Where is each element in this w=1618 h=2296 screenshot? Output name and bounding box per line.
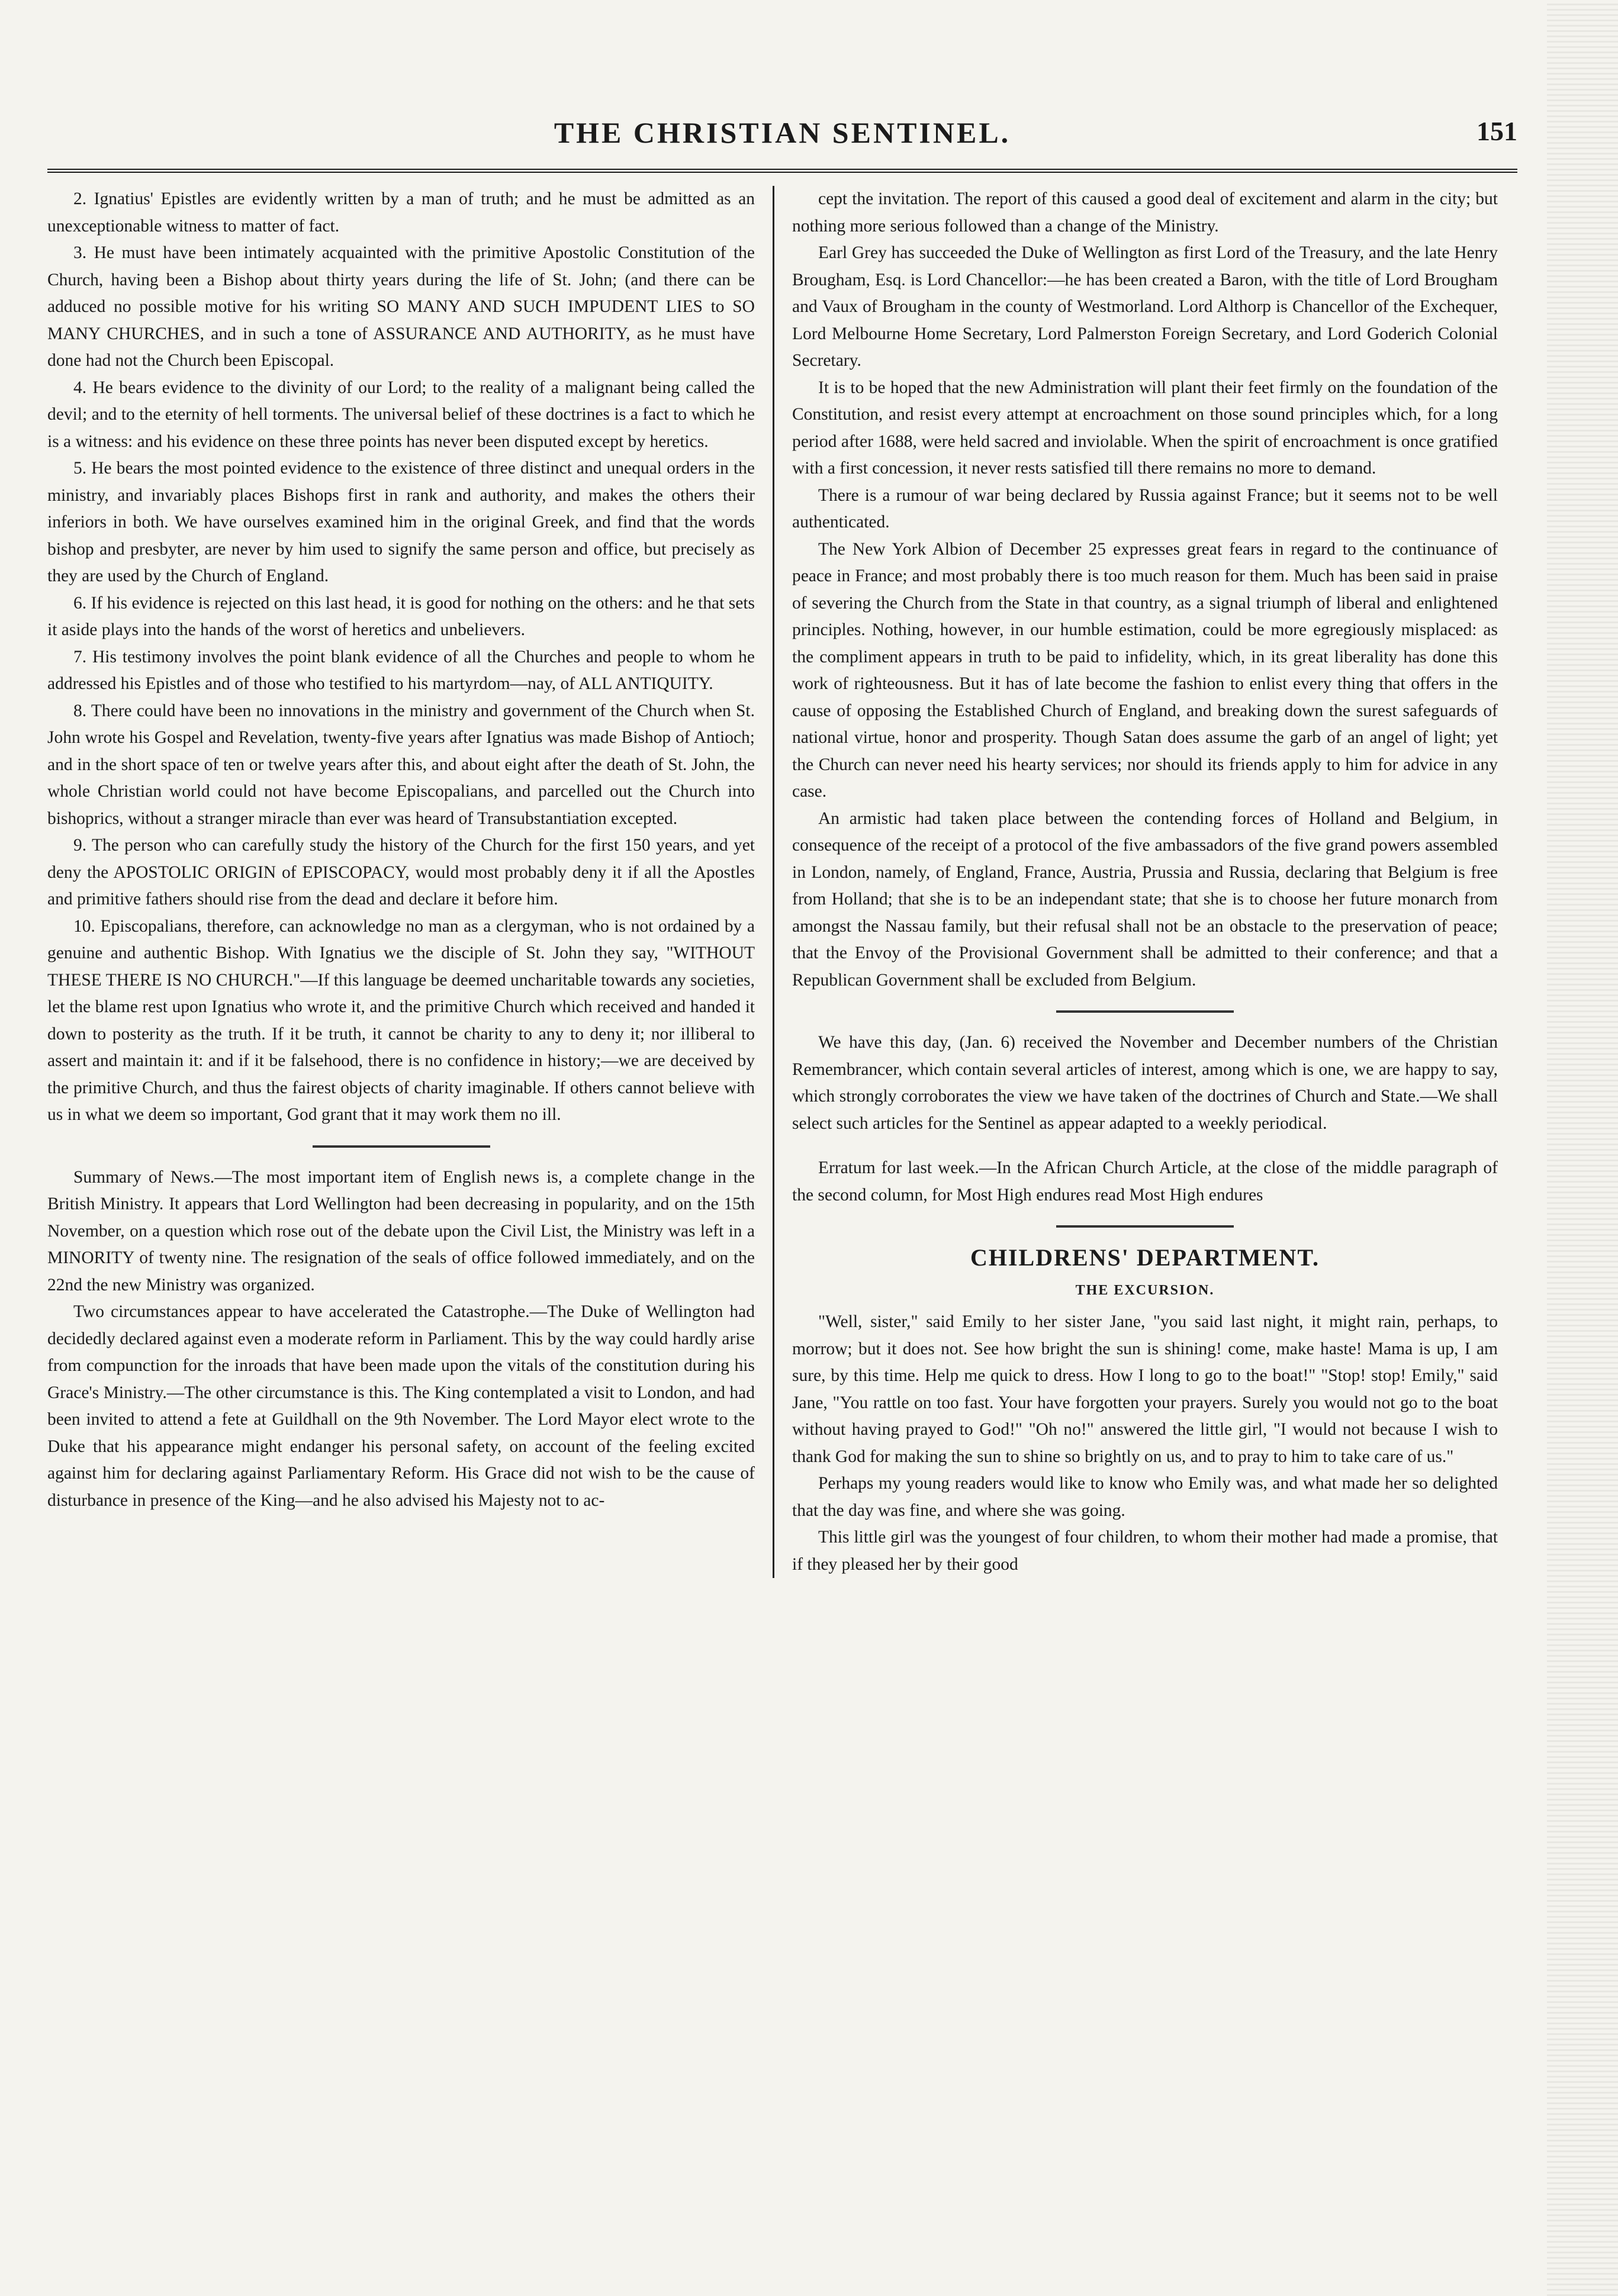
decorative-divider [1056, 1225, 1234, 1228]
news-continuation-paragraph: cept the invitation. The report of this caused a good deal of excitement and alarm in the city; but nothing more serious followed than a change of the Ministry. [792, 189, 1498, 236]
left-column [47, 186, 773, 1578]
page-number: 151 [1477, 116, 1517, 146]
erratum-paragraph: Erratum for last week.—In the African Church Article, at the close of the middle paragraph of the second column, for Most High endures read Most High endures [792, 1158, 1498, 1205]
page-header [47, 104, 1517, 169]
numbered-point-7: 7. His testimony involves the point blank evidence of all the Churches and people to whom he addressed his Epistles and of those who testified to his martyrdom—nay, of ALL ANTIQUITY. [47, 647, 755, 693]
summary-catastrophe-paragraph: Two circumstances appear to have accelerated the Catastrophe.—The Duke of Wellington had decidedly declared against even a moderate reform in Parliament. This by the way could hardly arise from compunction for the inroads that have been made upon the vitals of the constitution during his Grace's Ministry.—The other circumstance is this. The King contemplated a visit to London, and had been invited to attend a fete at Guildhall on the 9th November. The Lord Mayor elect wrote to the Duke that his appearance might endanger his personal safety, on account of the feeling excited against him for declaring against Parliamentary Reform. His Grace did not wish to be the cause of disturbance in presence of the King—and he also advised his Majesty not to ac- [47, 1302, 755, 1510]
story-paragraph: This little girl was the youngest of four children, to whom their mother had made a promise, that if they pleased her by their good [792, 1528, 1498, 1574]
section-divider [313, 1145, 490, 1148]
albion-paragraph: The New York Albion of December 25 expresses great fears in regard to the continuance of peace in France; and most probably there is too much reason for them. Much has been said in praise of severing the Church from the State in that country, as a signal triumph of liberal and enlightened principles. Nothing, however, in our humble estimation, could be more egregiously misplaced: as the compliment appears in truth to be paid to infidelity, which, in its great liberality has done this work of righteousness. But it has of late become the fashion to enlist every thing that offers in the cause of opposing the Established Church of England, and breaking down the surest safeguards of national virtue, honor and prosperity. Though Satan does assume the garb of an angel of light; yet the Church can never need his hearty services; nor should its friends apply to him for advice in any case. [792, 539, 1498, 801]
two-column-body [47, 186, 1517, 1578]
scan-edge-noise [1547, 0, 1618, 2296]
administration-paragraph: It is to be hoped that the new Administration will plant their feet firmly on the foundation of the Constitution, and resist every attempt at encroachment on those sound principles which, for a long period after 1688, were held sacred and inviolable. When the spirit of encroachment is once gratified with a first concession, it never rests satisfied till there remains no more to demand. [792, 378, 1498, 478]
story-title: THE EXCURSION. [1075, 1282, 1215, 1298]
story-paragraph: Perhaps my young readers would like to know who Emily was, and what made her so delighted that the day was fine, and where she was going. [792, 1474, 1498, 1520]
armistice-paragraph: An armistic had taken place between the contending forces of Holland and Belgium, in consequence of the receipt of a protocol of the five ambassadors of the five grand powers assembled in London, namely, of England, France, Austria, Prussia and Russia, declaring that Belgium is free from Holland; that she is to be an independant state; that she is to choose her future monarch from amongst the Nassau family, but their refusal shall not be an obstacle to the preservation of peace; that the Envoy of the Provisional Government shall be admitted to their conference; and that a Republican Government shall be excluded from Belgium. [792, 809, 1498, 990]
summary-of-news-paragraph: Summary of News.—The most important item of English news is, a complete change in the British Ministry. It appears that Lord Wellington had been decreasing in popularity, and on the 15th November, on a question which rose out of the debate upon the Civil List, the Ministry was left in a MINORITY of twenty nine. The resignation of the seals of office followed immediately, and on the 22nd the new Ministry was organized. [47, 1167, 755, 1294]
journal-title: THE CHRISTIAN SENTINEL. [554, 116, 1011, 149]
remembrancer-paragraph: We have this day, (Jan. 6) received the November and December numbers of the Christian Remembrancer, which contain several articles of interest, among which is one, we are happy to say, which strongly corroborates the view we have taken of the doctrines of Church and State.—We shall select such articles for the Sentinel as appear adapted to a weekly periodical. [792, 1033, 1498, 1133]
numbered-point-4: 4. He bears evidence to the divinity of our Lord; to the reality of a malignant being called the devil; and to the eternity of hell torments. The universal belief of these doctrines is a fact to which he is a witness: and his evidence on these three points has never been disputed except by heretics. [47, 378, 755, 451]
war-rumour-paragraph: There is a rumour of war being declared by Russia against France; but it seems not to be well authenticated. [792, 485, 1498, 532]
numbered-point-2: 2. Ignatius' Epistles are evidently written by a man of truth; and he must be admitted as an unexceptionable witness to matter of fact. [47, 189, 755, 236]
earl-grey-paragraph: Earl Grey has succeeded the Duke of Wellington as first Lord of the Treasury, and the late Henry Brougham, Esq. is Lord Chancellor:—he has been created a Baron, with the title of Lord Brougham and Vaux of Brougham in the county of Westmorland. Lord Althorp is Chancellor of the Exchequer, Lord Melbourne Home Secretary, Lord Palmerston Foreign Secretary, and Lord Goderich Colonial Secretary. [792, 243, 1498, 370]
numbered-point-6: 6. If his evidence is rejected on this last head, it is good for nothing on the others: and he that sets it aside plays into the hands of the worst of heretics and unbelievers. [47, 593, 755, 639]
story-paragraph: "Well, sister," said Emily to her sister Jane, "you said last night, it might rain, perhaps, to morrow; but it does not. See how bright the sun is shining! come, make haste! Mama is up, I am sure, by this time. Help me quick to dress. How I long to go to the boat!" "Stop! stop! Emily," said Jane, "You rattle on too fast. Your have forgotten your prayers. Surely you would not go to the boat without having prayed to God!" "Oh no!" answered the little girl, "I would not because I wish to thank God for making the sun to shine so brightly on us, and to pray to him to take care of us." [792, 1312, 1498, 1466]
numbered-point-5: 5. He bears the most pointed evidence to the existence of three distinct and unequal orders in the ministry, and invariably places Bishops first in rank and authority, and makes the others their inferiors in both. We have ourselves examined him in the original Greek, and find that the words bishop and presbyter, are never by him used to signify the same person and office, but precisely as they are used by the Church of England. [47, 459, 755, 585]
numbered-point-10: 10. Episcopalians, therefore, can acknowledge no man as a clergyman, who is not ordained by a genuine and authentic Bishop. With Ignatius we the disciple of St. John they say, "WITHOUT THESE THERE IS NO CHURCH."—If this language be deemed uncharitable towards any societies, let the blame rest upon Ignatius who wrote it, and the primitive Church which received and handed it down to posterity as the truth. If it be truth, it cannot be charity to any to deny it; nor illiberal to assert and maintain it: and if it be falsehood, there is no confidence in history;—we are deceived by the primitive Church, and thus the fairest objects of charity imaginable. If others cannot believe with us in what we deem so important, God grant that it may work them no ill. [47, 916, 755, 1124]
section-heading: CHILDRENS' DEPARTMENT. [970, 1244, 1320, 1271]
numbered-point-3: 3. He must have been intimately acquainted with the primitive Apostolic Constitution of the Church, having been a Bishop about thirty years during the life of St. John; (and there can be adduced no possible motive for his writing SO MANY AND SUCH IMPUDENT LIES to SO MANY CHURCHES, and in such a tone of ASSURANCE AND AUTHORITY, as he must have done had not the Church been Episcopal. [47, 243, 755, 370]
right-column [773, 186, 1498, 1578]
numbered-point-9: 9. The person who can carefully study the history of the Church for the first 150 years, and yet deny the APOSTOLIC ORIGIN of EPISCOPACY, would most probably deny it if all the Apostles and primitive fathers should rise from the dead and declare it before him. [47, 836, 755, 909]
header-rule [47, 169, 1517, 173]
section-divider [1056, 1010, 1234, 1013]
numbered-point-8: 8. There could have been no innovations in the ministry and government of the Church when St. John wrote his Gospel and Revelation, twenty-five years after Ignatius was made Bishop of Antioch; and in the short space of ten or twelve years after this, and about eight after the death of St. John, the whole Christian world could not have become Episcopalians, and parcelled out the Church into bishoprics, without a stranger miracle than ever was heard of Transubstantiation excepted. [47, 701, 755, 828]
